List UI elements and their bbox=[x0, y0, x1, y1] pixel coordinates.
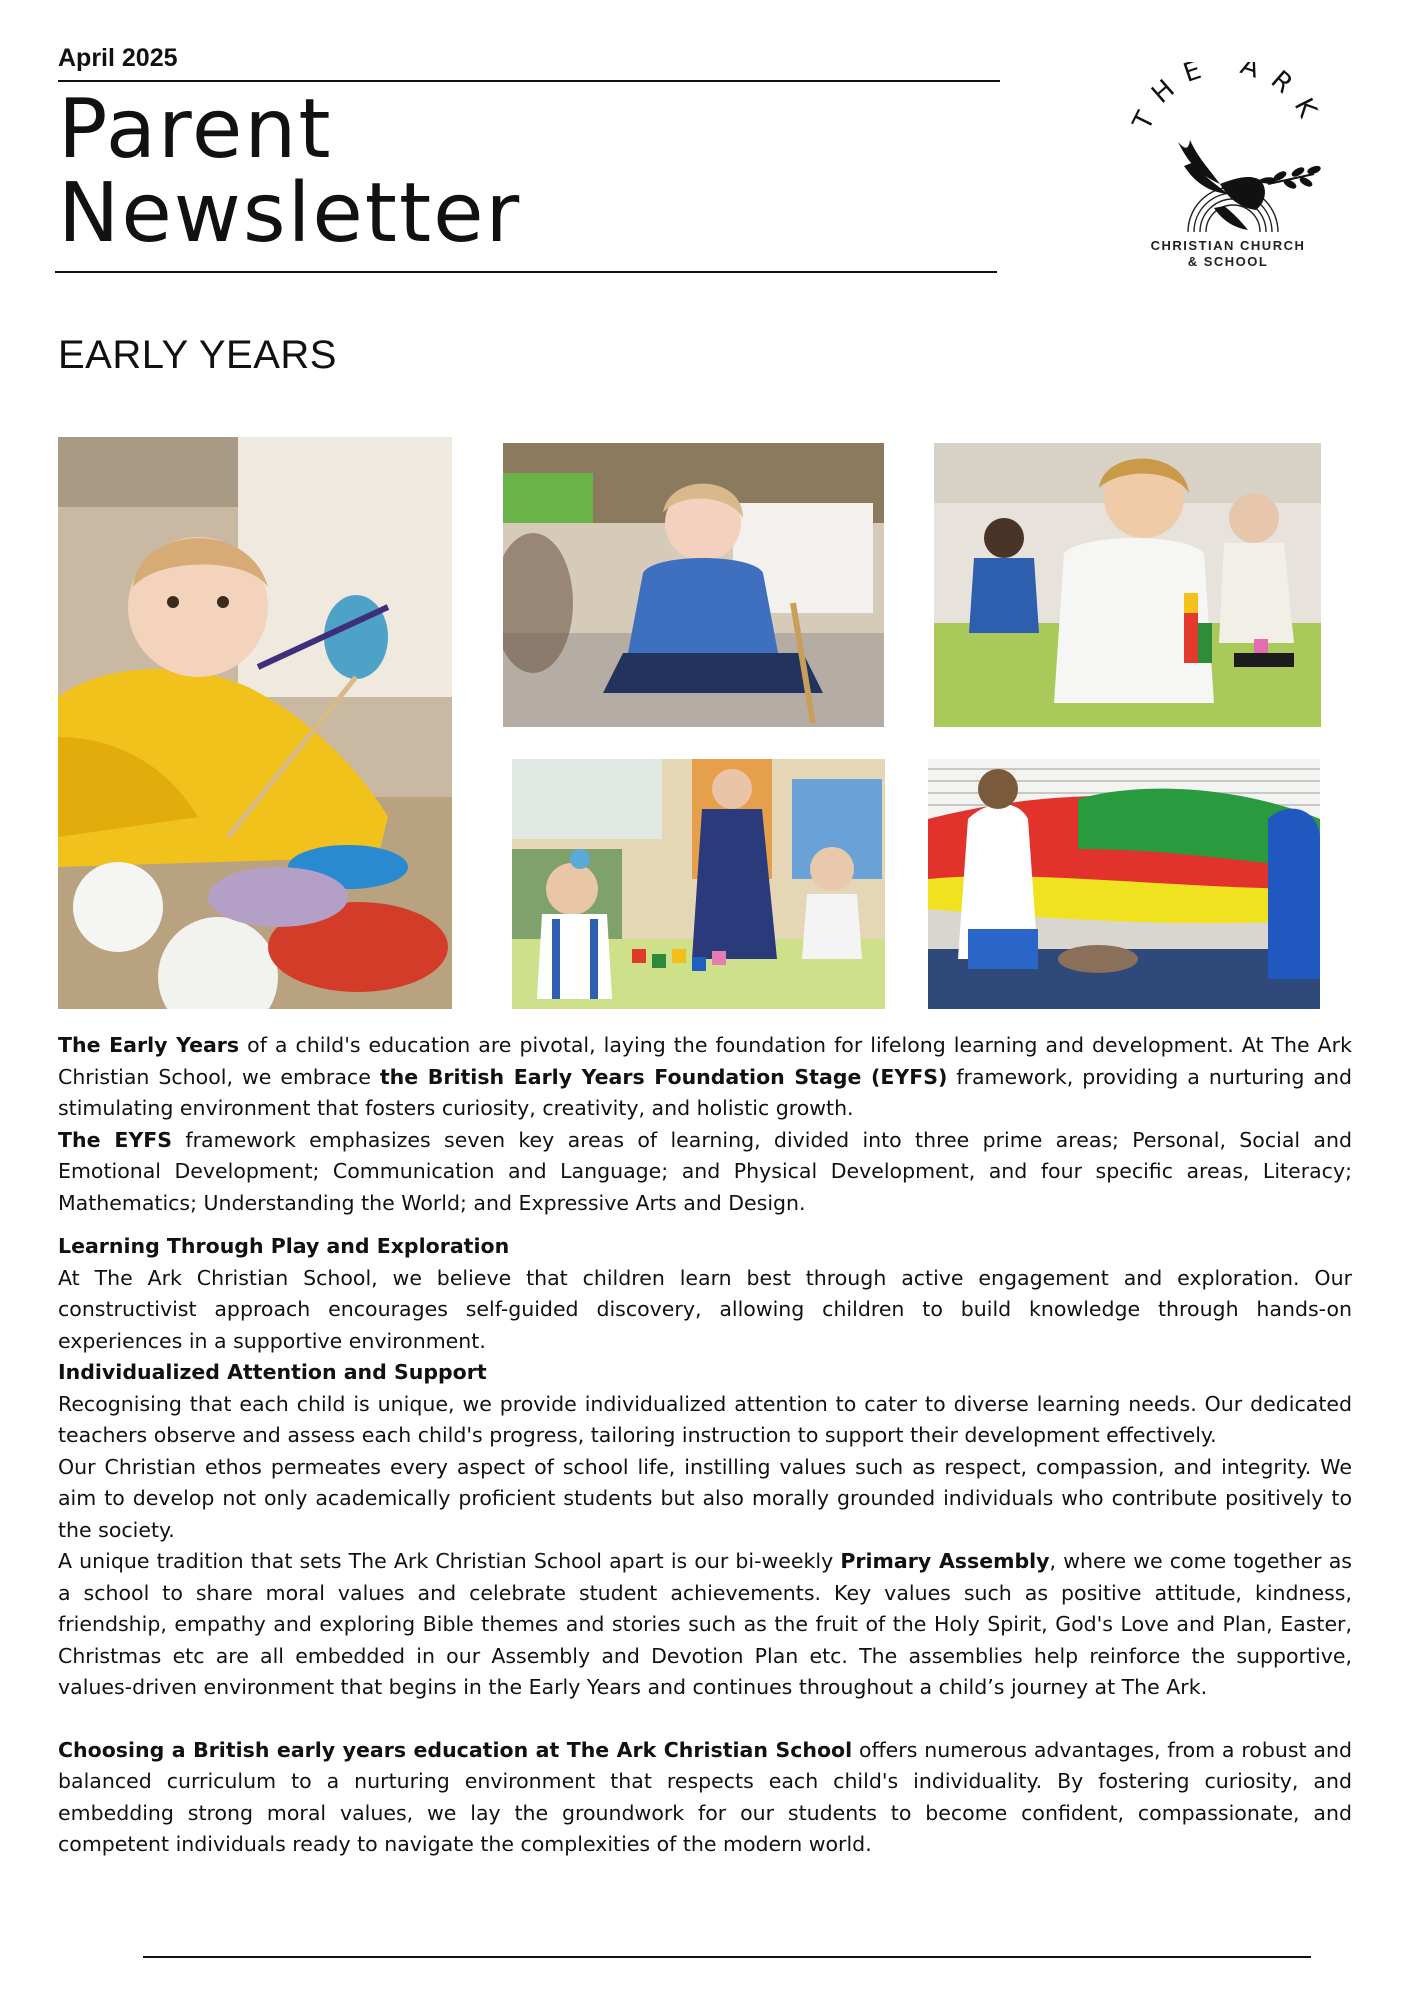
intro-text-1: of a child's education are pivotal, laying the foundation for lifelong learning and development. At The Ark Christian School, we embrace bbox=[58, 1033, 1352, 1089]
heading-learning-through-play: Learning Through Play and Exploration bbox=[58, 1234, 510, 1258]
intro-text-2: framework, providing a nurturing and stimulating environment that fosters curiosity, creativity, and holistic growth. bbox=[58, 1064, 1352, 1120]
svg-text:THE ARK bbox=[1127, 62, 1329, 136]
eyfs-paragraph bbox=[58, 1125, 1352, 1220]
article-body bbox=[58, 1030, 1352, 1861]
intro-paragraph bbox=[58, 1030, 1352, 1125]
footer-divider bbox=[143, 1956, 1311, 1958]
eyfs-bold-label: The EYFS bbox=[58, 1127, 173, 1152]
photo-girl-sitting-floor bbox=[503, 443, 884, 727]
ethos-paragraph: Our Christian ethos permeates every aspect of school life, instilling values such as respect, compassion, and integrity. We aim to develop not only academically proficient students but also morally grounded individuals who contribute positively to the society. bbox=[58, 1454, 1352, 1542]
heading-individualized-attention: Individualized Attention and Support bbox=[58, 1360, 487, 1384]
conclusion-paragraph bbox=[58, 1735, 1352, 1861]
learning-paragraph: At The Ark Christian School, we believe that children learn best through active engagement and exploration. Our constructivist approach encourages self-guided discovery, allowing children to build knowledge through hands-on experiences in a supportive environment. bbox=[58, 1265, 1352, 1353]
newsletter-date: April 2025 bbox=[58, 44, 178, 72]
page-title-line1: Parent bbox=[58, 82, 333, 177]
section-title: EARLY YEARS bbox=[58, 333, 337, 377]
photo-boy-building-blocks bbox=[934, 443, 1321, 727]
logo-subtitle-line2: & SCHOOL bbox=[1187, 254, 1269, 269]
header-bottom-divider bbox=[55, 271, 997, 273]
intro-bold-eyfs: the British Early Years Foundation Stage (EYFS) bbox=[379, 1064, 948, 1089]
conclusion-bold-label: Choosing a British early years education at The Ark Christian School bbox=[58, 1737, 853, 1762]
assembly-text-2: , where we come together as a school to share moral values and celebrate student achievements. Key values such as positive attitude, kindness, friendship, empathy and exploring Bible themes and stories such as the fruit of the Holy Spirit, God's Love and Plan, Easter, Christmas etc are all embedded in our Assembly and Devotion Plan etc. The assemblies help reinforce the supportive, values-driven environment that begins in the Early Years and continues throughout a child’s journey at The Ark. bbox=[58, 1549, 1352, 1699]
page-title bbox=[58, 82, 522, 261]
attention-paragraph: Recognising that each child is unique, we provide individualized attention to cater to diverse learning needs. Our dedicated teachers observe and assess each child's progress, tailoring instruction to support their development effectively. bbox=[58, 1391, 1352, 1447]
photo-child-painting-egg bbox=[58, 437, 452, 1009]
photo-teacher-with-children bbox=[512, 759, 885, 1009]
eyfs-text: framework emphasizes seven key areas of learning, divided into three prime areas; Personal, Social and Emotional Development; Communication and Language; and Physical Development, and four specific areas, Literacy; Mathematics; Understanding the World; and Expressive Arts and Design. bbox=[58, 1127, 1352, 1215]
assembly-paragraph bbox=[58, 1546, 1352, 1704]
assembly-text-1: A unique tradition that sets The Ark Christian School apart is our bi-weekly bbox=[58, 1549, 841, 1573]
assembly-bold-label: Primary Assembly bbox=[840, 1549, 1050, 1573]
conclusion-text: offers numerous advantages, from a robust and balanced curriculum to a nurturing environment that respects each child's individuality. By fostering curiosity, and embedding strong moral values, we lay the groundwork for our students to become confident, compassionate, and competent individuals ready to navigate the complexities of the modern world. bbox=[58, 1737, 1352, 1856]
page-title-line2: Newsletter bbox=[58, 166, 522, 261]
school-logo-subtitle bbox=[1118, 238, 1338, 270]
logo-name-text: THE ARK bbox=[1127, 62, 1329, 135]
logo-subtitle-line1: CHRISTIAN CHURCH bbox=[1150, 238, 1306, 253]
intro-bold-early-years: The Early Years bbox=[58, 1033, 240, 1057]
photo-parachute-play bbox=[928, 759, 1320, 1009]
